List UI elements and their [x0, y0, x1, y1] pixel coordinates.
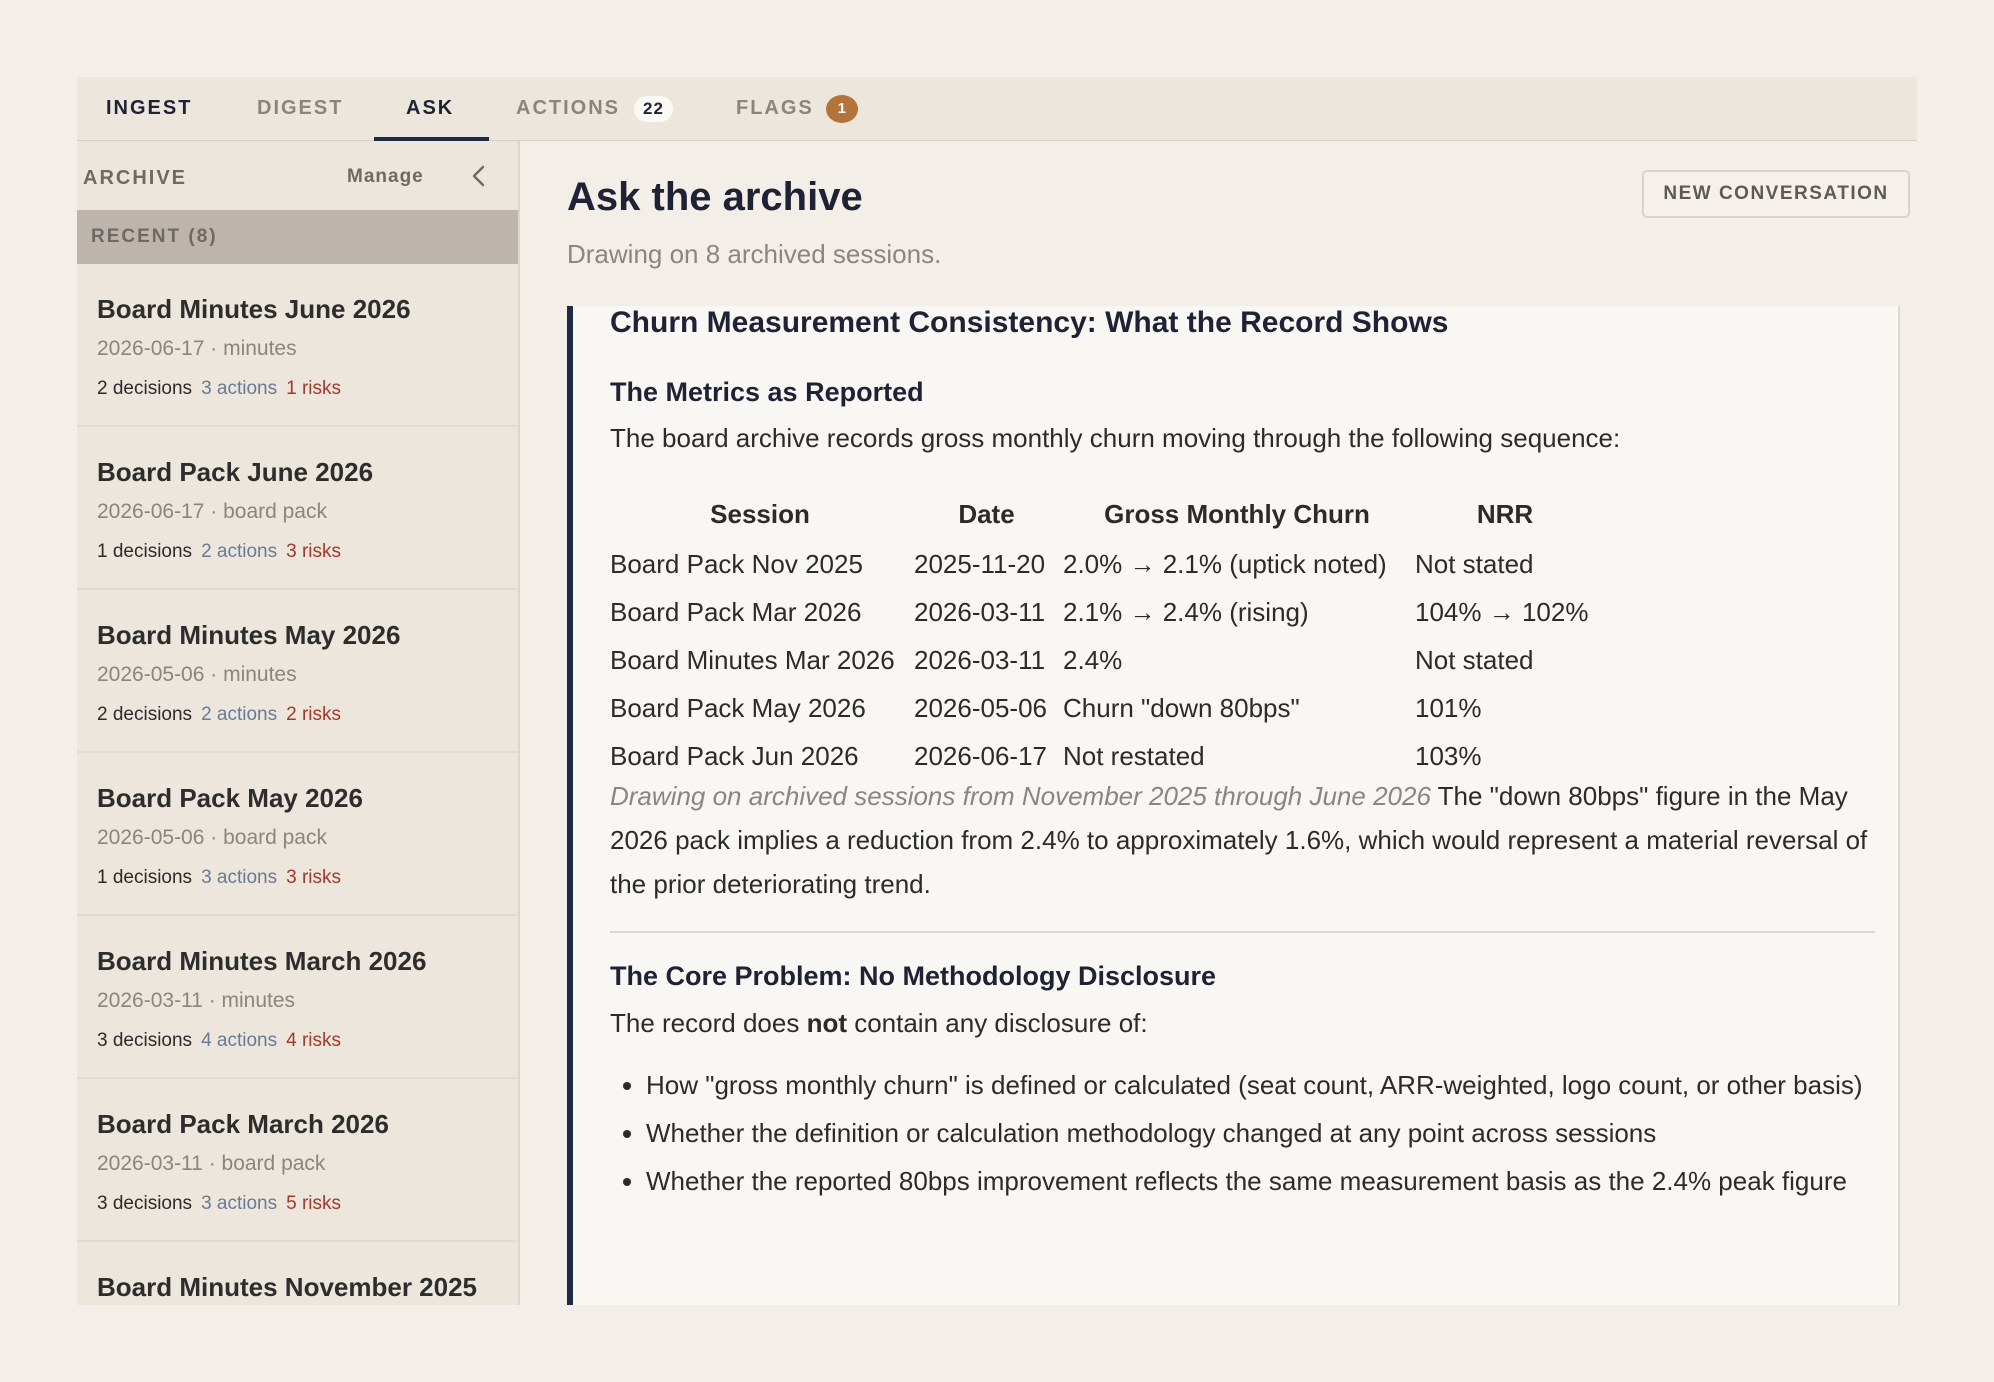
- risks-count: 4 risks: [286, 1030, 342, 1051]
- session-meta: 2026-03-11 · board pack: [97, 1152, 326, 1175]
- tab-actions[interactable]: [516, 77, 673, 140]
- cell-churn: 2.4%: [1063, 644, 1123, 675]
- recent-label: RECENT (8): [91, 226, 218, 247]
- session-meta: 2026-06-17 · board pack: [97, 500, 327, 523]
- section-heading-methodology: The Core Problem: No Methodology Disclosure: [610, 961, 1217, 991]
- disclosure-list: [610, 1063, 1900, 1207]
- table-row: [608, 540, 1597, 588]
- session-stats: [97, 378, 350, 400]
- session-list: [77, 264, 518, 1305]
- risks-count: 3 risks: [286, 867, 342, 888]
- session-title: Board Pack March 2026: [97, 1109, 389, 1139]
- risks-count: 5 risks: [286, 1193, 342, 1214]
- column-header-nrr: NRR: [1476, 498, 1534, 529]
- tab-bar: [77, 77, 1917, 141]
- session-title: Board Minutes March 2026: [97, 946, 427, 976]
- column-header-date: Date: [958, 498, 1015, 529]
- decisions-count: 2 decisions: [97, 378, 193, 399]
- cell-churn: 2.0% → 2.1% (uptick noted): [1063, 548, 1387, 579]
- source-note: Drawing on archived sessions from November 2025 through June 2026: [610, 781, 1431, 811]
- disclosure-emphasis: not: [806, 1008, 847, 1038]
- session-title: Board Minutes May 2026: [97, 620, 401, 650]
- session-title: Board Minutes November 2025: [97, 1272, 478, 1302]
- actions-count: 4 actions: [201, 1030, 278, 1051]
- session-item[interactable]: [77, 264, 518, 427]
- tab-ask[interactable]: [406, 77, 454, 140]
- decisions-count: 2 decisions: [97, 704, 193, 725]
- archive-sidebar: [77, 141, 520, 1305]
- column-header-churn: Gross Monthly Churn: [1104, 498, 1370, 529]
- cell-date: 2026-03-11: [914, 644, 1046, 675]
- table-header-row: [608, 488, 1597, 540]
- risks-count: 3 risks: [286, 541, 342, 562]
- actions-count: 3 actions: [201, 867, 278, 888]
- page-subtitle: Drawing on 8 archived sessions.: [567, 239, 942, 269]
- decisions-count: 3 decisions: [97, 1030, 193, 1051]
- cell-date: 2026-05-06: [914, 692, 1047, 723]
- actions-count-badge: 22: [634, 96, 673, 122]
- manage-link[interactable]: Manage: [347, 166, 424, 187]
- sidebar-header: [77, 141, 518, 210]
- session-meta: 2026-05-06 · board pack: [97, 826, 327, 849]
- cell-churn: Churn "down 80bps": [1063, 692, 1300, 723]
- disclosure-text-after: contain any disclosure of:: [846, 1008, 1148, 1038]
- decisions-count: 1 decisions: [97, 541, 193, 562]
- session-meta: 2026-05-06 · minutes: [97, 663, 297, 686]
- actions-count: 3 actions: [201, 1193, 278, 1214]
- analysis-text: The "down 80bps" figure in the May 2026 pack implies a reduction from 2.4% to approximately 1.6%, which would represent a material reversal of the prior deteriorating trend.: [610, 781, 1868, 899]
- list-item: • Whether the reported 80bps improvement reflects the same measurement basis as the 2.4% peak figure: [646, 1159, 1900, 1203]
- session-item[interactable]: [77, 753, 518, 916]
- tab-flags-label: FLAGS: [736, 97, 814, 119]
- actions-count: 2 actions: [201, 541, 278, 562]
- intro-paragraph: The board archive records gross monthly churn moving through the following sequence:: [610, 423, 1621, 453]
- cell-nrr: 103%: [1415, 740, 1482, 771]
- answer-card: [567, 306, 1900, 1305]
- cell-nrr: 104% → 102%: [1415, 596, 1589, 627]
- session-item[interactable]: [77, 1242, 518, 1305]
- cell-nrr: Not stated: [1415, 644, 1534, 675]
- sidebar-title: ARCHIVE: [83, 167, 188, 189]
- cell-session: Board Pack Nov 2025: [610, 548, 863, 579]
- chevron-left-icon: [464, 161, 494, 191]
- ask-panel: [520, 141, 1917, 1305]
- tab-actions-label: ACTIONS: [516, 97, 620, 119]
- risks-count: 1 risks: [286, 378, 342, 399]
- cell-date: 2026-06-17: [914, 740, 1047, 771]
- app-window: [77, 77, 1917, 1305]
- section-divider: [610, 931, 1875, 933]
- session-stats: [97, 541, 350, 563]
- session-meta: 2026-03-11 · minutes: [97, 989, 296, 1012]
- cell-date: 2026-03-11: [914, 596, 1046, 627]
- session-title: Board Pack May 2026: [97, 783, 363, 813]
- churn-table: [608, 488, 1597, 780]
- cell-nrr: Not stated: [1415, 548, 1534, 579]
- tab-digest-label: DIGEST: [257, 97, 344, 119]
- disclosure-text-before: The record does: [610, 1008, 807, 1038]
- session-stats: [97, 704, 350, 726]
- session-title: Board Pack June 2026: [97, 457, 374, 487]
- tab-ingest[interactable]: [106, 77, 192, 140]
- answer-heading: Churn Measurement Consistency: What the Record Shows: [610, 306, 1449, 339]
- list-item: • Whether the definition or calculation methodology changed at any point across sessions: [646, 1111, 1900, 1155]
- session-stats: [97, 867, 350, 889]
- session-stats: [97, 1193, 350, 1215]
- session-item[interactable]: [77, 916, 518, 1079]
- disclosure-paragraph: [610, 1001, 1148, 1045]
- collapse-sidebar-button[interactable]: [464, 161, 494, 191]
- table-row: [608, 588, 1597, 636]
- new-conversation-button[interactable]: NEW CONVERSATION: [1642, 170, 1910, 218]
- decisions-count: 3 decisions: [97, 1193, 193, 1214]
- session-stats: [97, 1030, 350, 1052]
- page-title: Ask the archive: [567, 175, 863, 219]
- tab-digest[interactable]: [257, 77, 343, 140]
- cell-session: Board Pack May 2026: [610, 692, 866, 723]
- cell-churn: 2.1% → 2.4% (rising): [1063, 596, 1309, 627]
- risks-count: 2 risks: [286, 704, 342, 725]
- session-meta: 2026-06-17 · minutes: [97, 337, 297, 360]
- list-item: • How "gross monthly churn" is defined or calculated (seat count, ARR-weighted, logo count, or other basis): [646, 1063, 1900, 1107]
- cell-session: Board Pack Jun 2026: [610, 740, 859, 771]
- tab-ask-label: ASK: [406, 97, 455, 119]
- decisions-count: 1 decisions: [97, 867, 193, 888]
- session-title: Board Minutes June 2026: [97, 294, 411, 324]
- recent-section-header: [77, 210, 518, 264]
- cell-session: Board Pack Mar 2026: [610, 596, 862, 627]
- flags-count-badge: 1: [826, 95, 858, 123]
- cell-churn: Not restated: [1063, 740, 1205, 771]
- table-row: [608, 684, 1597, 732]
- tab-ingest-label: INGEST: [106, 97, 193, 119]
- cell-session: Board Minutes Mar 2026: [610, 644, 895, 675]
- table-row: [608, 732, 1597, 780]
- column-header-session: Session: [710, 498, 810, 529]
- cell-date: 2025-11-20: [914, 548, 1046, 579]
- tab-flags[interactable]: [736, 77, 858, 140]
- actions-count: 3 actions: [201, 378, 278, 399]
- session-item[interactable]: [77, 1079, 518, 1242]
- session-item[interactable]: [77, 427, 518, 590]
- actions-count: 2 actions: [201, 704, 278, 725]
- table-row: [608, 636, 1597, 684]
- analysis-paragraph: [610, 774, 1875, 906]
- section-heading-metrics: The Metrics as Reported: [610, 377, 924, 407]
- cell-nrr: 101%: [1415, 692, 1482, 723]
- session-item[interactable]: [77, 590, 518, 753]
